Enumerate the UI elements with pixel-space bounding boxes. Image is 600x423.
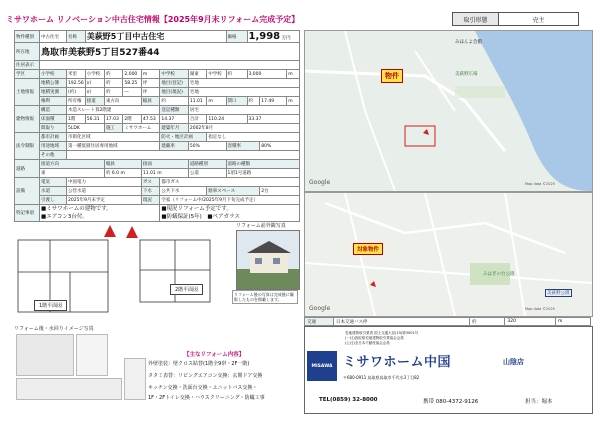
display-address-label: 住居表示 bbox=[15, 61, 40, 70]
branch-name: 山陰店 bbox=[503, 358, 524, 366]
road-info-label: 道路 bbox=[15, 160, 40, 178]
built-label: 建築年月 bbox=[160, 124, 189, 133]
registration-value: 居宅 bbox=[188, 106, 299, 115]
rep-name: 堀本 bbox=[541, 399, 553, 405]
features-right bbox=[160, 205, 300, 222]
price-value: 1,998 bbox=[248, 31, 281, 42]
road-header-type: 道路種別 bbox=[188, 160, 226, 169]
property-name: 美萩野5丁目中古住宅 bbox=[85, 31, 226, 43]
kind-label: 物件種別 bbox=[15, 31, 40, 43]
plan1-label: 1階平面図 bbox=[34, 300, 67, 311]
road-type-value: 公道 bbox=[188, 169, 226, 178]
property-spec-table bbox=[14, 30, 300, 222]
frontage-label: 間口 bbox=[226, 97, 247, 106]
elem-school-label: 小学校 bbox=[40, 70, 67, 79]
feature-4: ■防蟻保証(5年) bbox=[161, 214, 202, 220]
land-info-label: 土地情報 bbox=[15, 79, 40, 106]
transport-distance: 320 bbox=[505, 318, 556, 326]
land-status: 宅地 bbox=[188, 88, 299, 97]
address-label: 所在地 bbox=[15, 43, 40, 61]
bcr-label: 建蔽率 bbox=[160, 142, 189, 151]
rep-label: 担当 bbox=[525, 399, 537, 405]
frontage: 17.49 bbox=[260, 97, 287, 106]
land-tsubo: 58.25 bbox=[123, 79, 141, 88]
land-area2: (約) bbox=[67, 88, 86, 97]
feature-5: ■ペアガラス bbox=[207, 214, 240, 220]
gas-value: 都市ガス bbox=[160, 178, 300, 187]
land-category-label: 地目(登記) bbox=[160, 79, 189, 88]
building-info-label: 建物情報 bbox=[15, 106, 40, 133]
other-label: その他 bbox=[40, 151, 67, 160]
floor-total-tsubo: 33.37 bbox=[247, 115, 300, 124]
page-title: ミサワホーム リノベーション中古住宅情報【2025年9月末リフォーム完成予定】 bbox=[6, 15, 300, 24]
road-header-direction: 接道方向 bbox=[40, 160, 105, 169]
misawa-logo: MISAWA bbox=[307, 351, 337, 381]
photo-title: リフォーム前外観写真 bbox=[236, 223, 286, 229]
features-label: 特記事項 bbox=[15, 205, 40, 222]
land-category: 宅地 bbox=[188, 79, 299, 88]
built-value: 2002年8月 bbox=[188, 124, 299, 133]
law-label: 法令制限 bbox=[15, 133, 40, 160]
elem-school-suffix: 小学校 bbox=[85, 70, 104, 79]
floor-total: 110.24 bbox=[207, 115, 247, 124]
google-logo-top: Google bbox=[309, 179, 331, 186]
sewer-value: 公共下水 bbox=[160, 187, 207, 196]
land-right-label: 権利 bbox=[40, 97, 67, 106]
land-status-label: 地目(現況) bbox=[160, 88, 189, 97]
dealer-org-1: (一社)鳥取県宅地建物取引業協会会員 bbox=[345, 336, 404, 340]
map-copyright-top: Map data ©2025 bbox=[525, 182, 555, 186]
floor1-label: 1階 bbox=[67, 115, 86, 124]
map-target-label: 対象物件 bbox=[353, 243, 383, 255]
map-place-1: みほんよ会館 bbox=[455, 40, 482, 45]
floor2-tsubo: 14.37 bbox=[160, 115, 189, 124]
area-map-top[interactable] bbox=[304, 30, 593, 192]
transport-unit: m bbox=[556, 318, 591, 326]
road-frontage-value: 11.01 m bbox=[141, 169, 188, 178]
road-header-kind: 道路の種類 bbox=[226, 160, 300, 169]
structure-value: 木造スレート葺2階建 bbox=[67, 106, 160, 115]
transport-dist-prefix: 約 bbox=[469, 318, 504, 326]
rep-block: 担当：堀本 bbox=[525, 399, 553, 405]
layout-value: 5LDK bbox=[67, 124, 105, 133]
land-area2-tsubo-prefix: 約 bbox=[104, 88, 122, 97]
fire-district-label: 防火・地区計画 bbox=[160, 133, 207, 142]
road-width-unit: m bbox=[207, 97, 226, 106]
elem-school-unit: m bbox=[141, 70, 159, 79]
dealer-tel: TEL(0859) 32-8000 bbox=[319, 397, 378, 403]
electricity-label: 電気 bbox=[40, 178, 67, 187]
exterior-photo bbox=[236, 230, 300, 290]
dealer-org-2: (公社)全日本不動産協会会員 bbox=[345, 341, 390, 345]
reform-line-1: 外壁塗装：壁クロス貼替(1階全9帯・2F一階) bbox=[148, 361, 250, 367]
far-label: 容積率 bbox=[226, 142, 260, 151]
road-header-frontage: 接面 bbox=[141, 160, 188, 169]
reform-line-3: キッチン交換・洗面台交換・ユニットバス交換・ bbox=[148, 385, 258, 391]
water-value: 公営水道 bbox=[67, 187, 142, 196]
house-photo-icon bbox=[237, 231, 299, 289]
area-map-top-drawing bbox=[305, 31, 592, 191]
land-tsubo-prefix: 約 bbox=[104, 79, 122, 88]
land-area-label: 地積公簿 bbox=[40, 79, 67, 88]
transaction-type-label: 取引形態 bbox=[453, 13, 499, 25]
vanity-photo bbox=[124, 358, 146, 400]
area-map-bottom-drawing bbox=[305, 193, 592, 316]
other-value bbox=[67, 151, 300, 160]
floor2-area: 47.53 bbox=[141, 115, 159, 124]
zone-label: 用途地域 bbox=[40, 142, 67, 151]
gas-label: ガス bbox=[141, 178, 159, 187]
land-area2-label: 地積実測 bbox=[40, 88, 67, 97]
address-value: 鳥取市美萩野5丁目527番44 bbox=[40, 43, 300, 61]
builder-value: ミサワホーム bbox=[123, 124, 160, 133]
road-kind-value: 1項1号道路 bbox=[226, 169, 300, 178]
sewer-label: 下水 bbox=[141, 187, 159, 196]
facility-label: 設備 bbox=[15, 178, 40, 205]
feature-4-5 bbox=[161, 213, 298, 221]
reform-title: 【主なリフォーム内容】 bbox=[184, 352, 245, 358]
floor-plans bbox=[10, 222, 220, 342]
feature-3: ■現況リフォーム予定です。 bbox=[161, 206, 232, 212]
layout-label: 間取り bbox=[40, 124, 67, 133]
mid-school-suffix: 中学校 bbox=[207, 70, 226, 79]
zone-value: 第一種低層住居専用地域 bbox=[67, 142, 160, 151]
photo-note: リフォーム後の写真は完成後に撮影したものを掲載します。 bbox=[232, 290, 298, 304]
frontage-unit: m bbox=[287, 97, 300, 106]
road-width-prefix: 約 bbox=[160, 97, 189, 106]
bcr-value: 50% bbox=[188, 142, 226, 151]
interior-label: リフォーム後・水回りイメージ写真 bbox=[14, 326, 94, 332]
mobile-number: 080-4372-9126 bbox=[435, 399, 479, 405]
road-width: 11.01 bbox=[188, 97, 206, 106]
floor1-tsubo: 17.03 bbox=[104, 115, 122, 124]
condition-label: 現況 bbox=[141, 196, 159, 205]
registration-label: 登記種類 bbox=[160, 106, 189, 115]
transaction-type-box bbox=[452, 12, 579, 26]
bathroom-photo bbox=[16, 334, 74, 376]
land-area2-tsubo: — bbox=[123, 88, 141, 97]
handover-value: 2025年9月末予定 bbox=[67, 196, 142, 205]
fire-district-value: 指定なし bbox=[207, 133, 300, 142]
mobile-label: 携帯 bbox=[423, 399, 435, 405]
display-address-value bbox=[40, 61, 300, 70]
elem-school-name: 米里 bbox=[67, 70, 86, 79]
name-label: 名称 bbox=[67, 31, 86, 43]
floor2-label: 2階 bbox=[123, 115, 141, 124]
dealer-license: 宅地建物取引業者 国土交通大臣(15)第3001号 bbox=[345, 331, 419, 335]
transaction-type-value: 売主 bbox=[532, 16, 545, 24]
map-copyright-bottom: Map data ©2025 bbox=[525, 307, 555, 311]
feature-1: ■ミサワホームの建物です。 bbox=[41, 206, 112, 212]
far-value: 80% bbox=[260, 142, 300, 151]
price-unit: 万円 bbox=[281, 36, 291, 41]
water-label: 水道 bbox=[40, 187, 67, 196]
transport-table bbox=[304, 317, 591, 326]
map-property-label: 物件 bbox=[381, 69, 403, 83]
mid-school-name: 湖東 bbox=[188, 70, 206, 79]
mobile-block bbox=[423, 397, 478, 405]
map-place-2: 美萩野広場 bbox=[455, 72, 478, 77]
reform-line-2: タタミ表替：リビングエアコン交換：玄関ドア交換 bbox=[148, 373, 263, 379]
city-plan-value: 市街化区域 bbox=[67, 133, 160, 142]
mid-school-unit: m bbox=[287, 70, 300, 79]
land-area2-tsubo-unit: 坪 bbox=[141, 88, 159, 97]
map-place-4: みはぎの台公園 bbox=[483, 272, 515, 277]
google-logo-bottom: Google bbox=[309, 305, 331, 312]
electricity-value: 中国電力 bbox=[67, 178, 142, 187]
condition-value: 空家（リフォーム中/2025年9月下旬完成予定） bbox=[160, 196, 300, 205]
floor1-area: 56.31 bbox=[85, 115, 104, 124]
builder-label: 施工 bbox=[104, 124, 122, 133]
mid-school-label: 中学校 bbox=[160, 70, 189, 79]
parking-label: 駐車スペース bbox=[207, 187, 260, 196]
plan2-label: 2階平面図 bbox=[170, 284, 203, 295]
land-area2-unit: ㎡ bbox=[85, 88, 104, 97]
reform-line-4: 1F・2Fトイレ交換・ハウスクリーニング・防蟻工事 bbox=[148, 395, 265, 401]
area-map-bottom[interactable] bbox=[304, 192, 593, 317]
land-area: 192.56 bbox=[68, 80, 84, 86]
dealer-address: 〒680-0911 鳥取県鳥取市千代水3丁目82 bbox=[343, 375, 420, 380]
school-label: 学区 bbox=[15, 70, 40, 79]
road-width-label: 幅員 bbox=[141, 97, 159, 106]
floor-total-label: 合計 bbox=[188, 115, 206, 124]
road-direction-value: 東 bbox=[40, 169, 105, 178]
road-header-width: 幅員 bbox=[104, 160, 141, 169]
feature-2: ■エアコン3台付。 bbox=[41, 214, 88, 220]
road-direction: 東方向 bbox=[104, 97, 141, 106]
toilet-photo bbox=[76, 334, 108, 376]
road-width-value: 約 6.0 m bbox=[104, 169, 141, 178]
price-label: 価格 bbox=[226, 31, 247, 43]
transport-name: 日本交通バス停 bbox=[334, 318, 470, 326]
land-tsubo-unit: 坪 bbox=[141, 79, 159, 88]
land-area-unit: ㎡ bbox=[85, 79, 104, 88]
transport-label: 交通 bbox=[305, 318, 334, 326]
price-cell bbox=[247, 31, 300, 43]
parking-value: 2台 bbox=[260, 187, 300, 196]
road-label: 接道 bbox=[85, 97, 104, 106]
handover-label: 引渡し bbox=[40, 196, 67, 205]
floor-area-label: 床面積 bbox=[40, 115, 67, 124]
mid-school-distance: 3,000 bbox=[247, 70, 287, 79]
map-place-3: 美萩野公園 bbox=[547, 291, 570, 296]
structure-label: 構造 bbox=[40, 106, 67, 115]
land-right: 所有権 bbox=[67, 97, 86, 106]
company-name: ミサワホーム中国 bbox=[343, 355, 452, 370]
kind-value: 中古住宅 bbox=[40, 31, 67, 43]
frontage-prefix: 約 bbox=[247, 97, 260, 106]
dealer-box bbox=[304, 326, 593, 414]
kitchen-photo bbox=[16, 378, 122, 400]
city-plan-label: 都市計画 bbox=[40, 133, 67, 142]
elem-school-dist-prefix: 約 bbox=[104, 70, 122, 79]
features-left bbox=[40, 205, 160, 222]
mid-school-dist-prefix: 約 bbox=[226, 70, 247, 79]
elem-school-distance: 2,000 bbox=[123, 70, 141, 79]
